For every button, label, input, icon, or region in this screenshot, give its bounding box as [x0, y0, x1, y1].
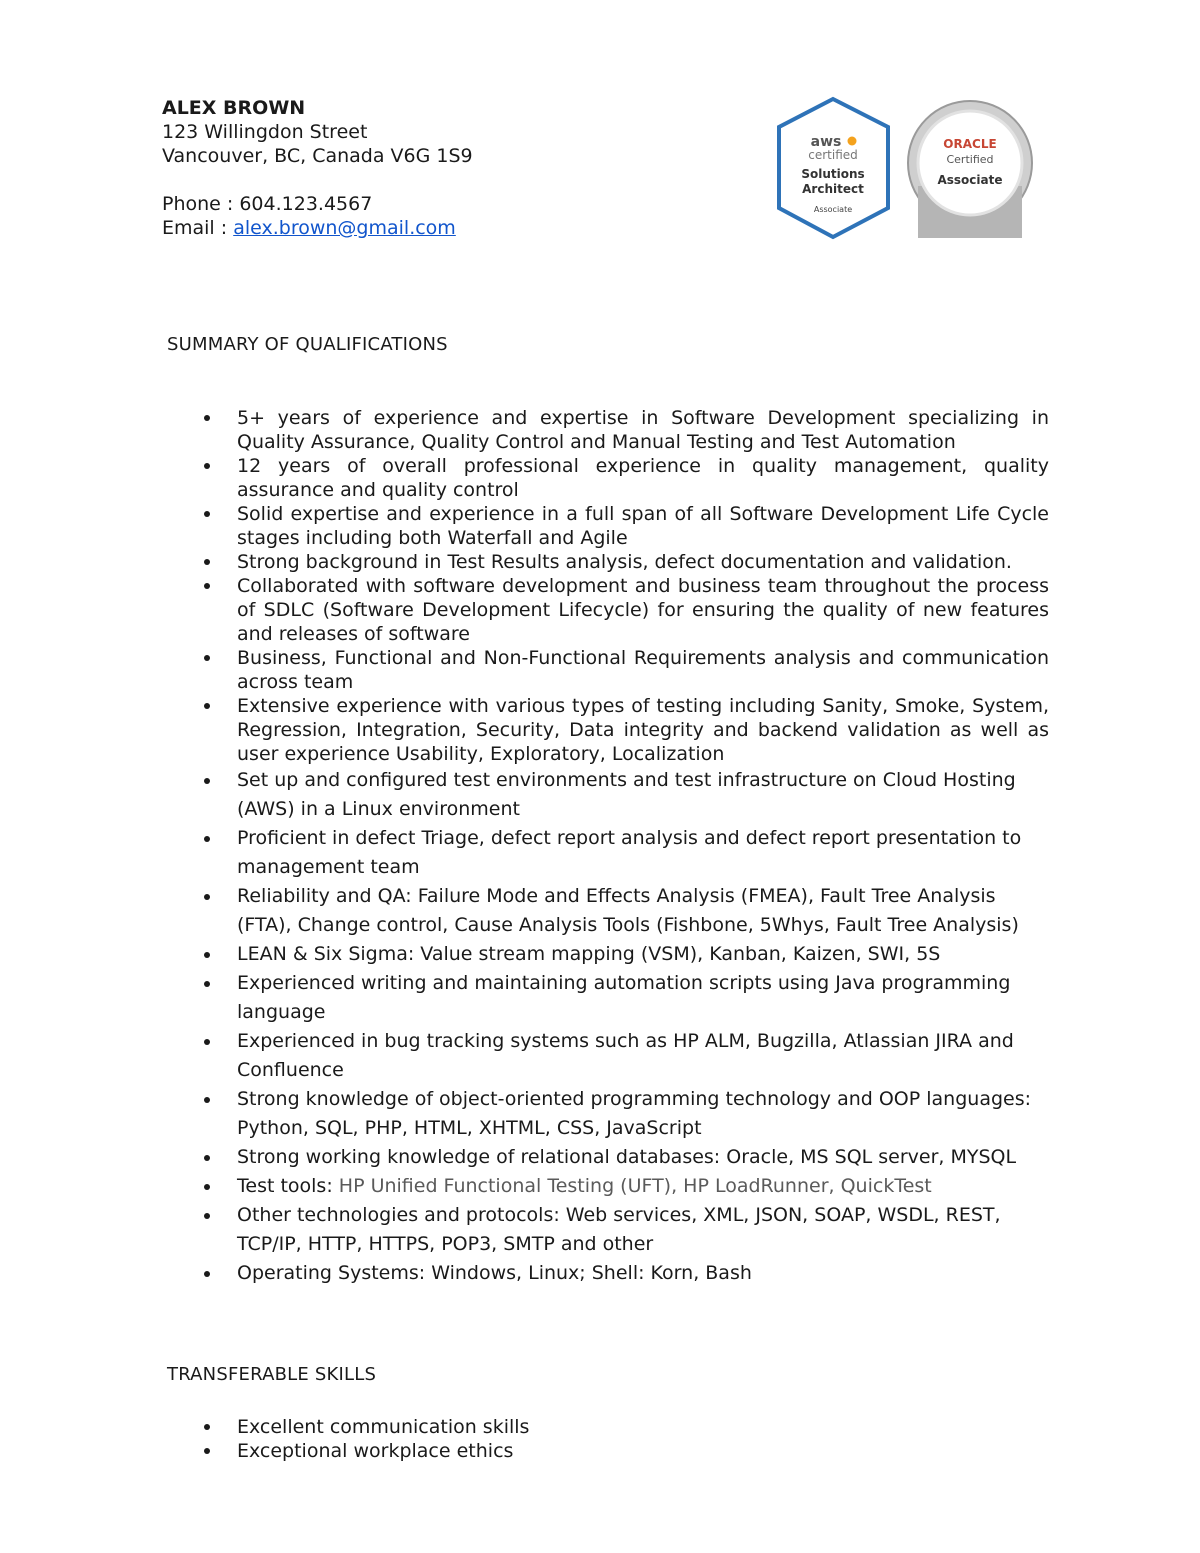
list-item: Operating Systems: Windows, Linux; Shell: Korn, Bash — [237, 1259, 1049, 1288]
phone-number: 604.123.4567 — [239, 193, 373, 215]
email-line — [162, 216, 473, 240]
test-tools-value: HP Unified Functional Testing (UFT), HP LoadRunner, QuickTest — [338, 1175, 932, 1197]
skills-heading: TRANSFERABLE SKILLS — [167, 1364, 377, 1385]
list-item: Exceptional workplace ethics — [237, 1439, 1049, 1463]
list-item: Strong background in Test Results analysis, defect documentation and validation. — [237, 550, 1049, 574]
oracle-certified-badge — [908, 101, 1032, 238]
aws-check-icon — [848, 137, 857, 146]
list-item: Other technologies and protocols: Web services, XML, JSON, SOAP, WSDL, REST, TCP/IP, HTTP, HTTPS, POP3, SMTP and other — [237, 1201, 1049, 1259]
summary-heading: SUMMARY OF QUALIFICATIONS — [167, 334, 448, 355]
oracle-brand-text: ORACLE — [943, 137, 997, 151]
list-item: Business, Functional and Non-Functional Requirements analysis and communication across team — [237, 647, 1049, 693]
aws-associate-text: Associate — [813, 205, 853, 214]
phone-label: Phone : — [162, 193, 240, 215]
phone-line — [162, 192, 473, 216]
test-tools-label: Test tools: — [237, 1175, 339, 1197]
list-item: Experienced writing and maintaining automation scripts using Java programming language — [237, 969, 1049, 1027]
list-item: Collaborated with software development and business team throughout the process of SDLC (Software Development Lifecycle) for ensuring the quality of new features and releases of software — [237, 575, 1049, 645]
skills-list — [237, 1415, 1049, 1463]
city-address: Vancouver, BC, Canada V6G 1S9 — [162, 145, 473, 167]
aws-architect-text: Architect — [802, 182, 864, 196]
aws-brand-text: aws — [810, 134, 842, 150]
summary-list — [237, 406, 1049, 1288]
list-item: Experienced in bug tracking systems such as HP ALM, Bugzilla, Atlassian JIRA and Confluence — [237, 1027, 1049, 1085]
list-item: Solid expertise and experience in a full span of all Software Development Life Cycle stages including both Waterfall and Agile — [237, 503, 1049, 549]
street-address: 123 Willingdon Street — [162, 121, 368, 143]
certification-badges — [776, 96, 1038, 242]
list-item: Proficient in defect Triage, defect report analysis and defect report presentation to management team — [237, 824, 1049, 882]
list-item: Excellent communication skills — [237, 1415, 1049, 1439]
list-item: Strong working knowledge of relational databases: Oracle, MS SQL server, MYSQL — [237, 1143, 1049, 1172]
oracle-certified-text: Certified — [946, 153, 994, 166]
list-item-test-tools — [237, 1172, 1049, 1201]
list-item: Reliability and QA: Failure Mode and Effects Analysis (FMEA), Fault Tree Analysis (FTA), Change control, Cause Analysis Tools (Fishbone, 5Whys, Fault Tree Analysis) — [237, 882, 1049, 940]
list-item: 5+ years of experience and expertise in Software Development specializing in Quality Assurance, Quality Control and Manual Testing and Test Automation — [237, 407, 1049, 453]
email-link[interactable]: alex.brown@gmail.com — [233, 217, 456, 239]
oracle-associate-text: Associate — [937, 173, 1003, 187]
list-item: 12 years of overall professional experience in quality management, quality assurance and quality control — [237, 455, 1049, 501]
list-item: Strong knowledge of object-oriented programming technology and OOP languages: Python, SQL, PHP, HTML, XHTML, CSS, JavaScript — [237, 1085, 1049, 1143]
aws-solutions-text: Solutions — [801, 167, 865, 181]
aws-certified-text: certified — [808, 148, 858, 162]
aws-certified-badge — [779, 99, 888, 237]
list-item: LEAN & Six Sigma: Value stream mapping (VSM), Kanban, Kaizen, SWI, 5S — [237, 940, 1049, 969]
list-item: Extensive experience with various types of testing including Sanity, Smoke, System, Regression, Integration, Security, Data integrity and backend validation as well as user experience Usability, Exploratory, Localization — [237, 695, 1049, 765]
contact-block — [162, 96, 473, 240]
candidate-name: ALEX BROWN — [162, 97, 306, 119]
list-item: Set up and configured test environments and test infrastructure on Cloud Hosting (AWS) in a Linux environment — [237, 766, 1049, 824]
email-label: Email : — [162, 217, 234, 239]
